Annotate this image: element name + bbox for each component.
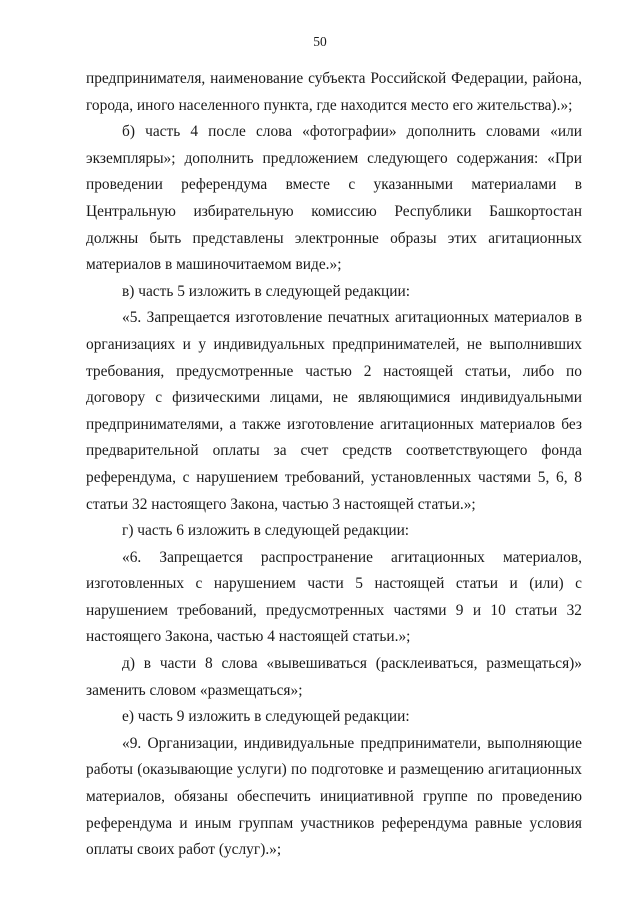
paragraph-part-9: «9. Организации, индивидуальные предприниматели, выполняющие работы (оказывающие услуги) по подготовке и размещению агитационных материалов, обязаны обеспечить инициативной группе по проведению референдума и иным группам участников референдума равные условия оплаты своих работ (услуг).»;	[86, 734, 582, 859]
paragraph-item-b: б) часть 4 после слова «фотографии» дополнить словами «или экземпляры»; дополнить предложением следующего содержания: «При проведении референдума вместе с указанными материалами в Центральную избирательную комиссию Республики Башкортостан должны быть представлены электронные образы этих агитационных материалов в машиночитаемом виде.»;	[86, 123, 582, 274]
paragraph-item-g: г) часть 6 изложить в следующей редакции:	[122, 522, 410, 540]
document-body	[86, 66, 582, 864]
paragraph-part-6: «6. Запрещается распространение агитационных материалов, изготовленных с нарушением части 5 настоящей статьи и (или) с нарушением требований, предусмотренных частями 9 и 10 статьи 32 настоящего Закона, частью 4 настоящей статьи.»;	[86, 548, 582, 646]
page-number: 50	[313, 34, 327, 49]
paragraph-item-e: е) часть 9 изложить в следующей редакции:	[122, 708, 410, 726]
paragraph-part-5: «5. Запрещается изготовление печатных агитационных материалов в организациях и у индивидуальных предпринимателей, не выполнивших требования, предусмотренные частью 2 настоящей статьи, либо по договору с физическими лицами, не являющимися индивидуальными предпринимателями, а также изготовление агитационных материалов без предварительной оплаты за счет средств соответствующего фонда референдума, с нарушением требований, установленных частями 5, 6, 8 статьи 32 настоящего Закона, частью 3 настоящей статьи.»;	[86, 309, 582, 513]
paragraph-item-d: д) в части 8 слова «вывешиваться (расклеиваться, размещаться)» заменить словом «размещаться»;	[86, 655, 582, 699]
paragraph-item-v: в) часть 5 изложить в следующей редакции:	[122, 282, 411, 300]
paragraph-continuation: предпринимателя, наименование субъекта Российской Федерации, района, города, иного населенного пункта, где находится место его жительства).»;	[86, 70, 582, 114]
